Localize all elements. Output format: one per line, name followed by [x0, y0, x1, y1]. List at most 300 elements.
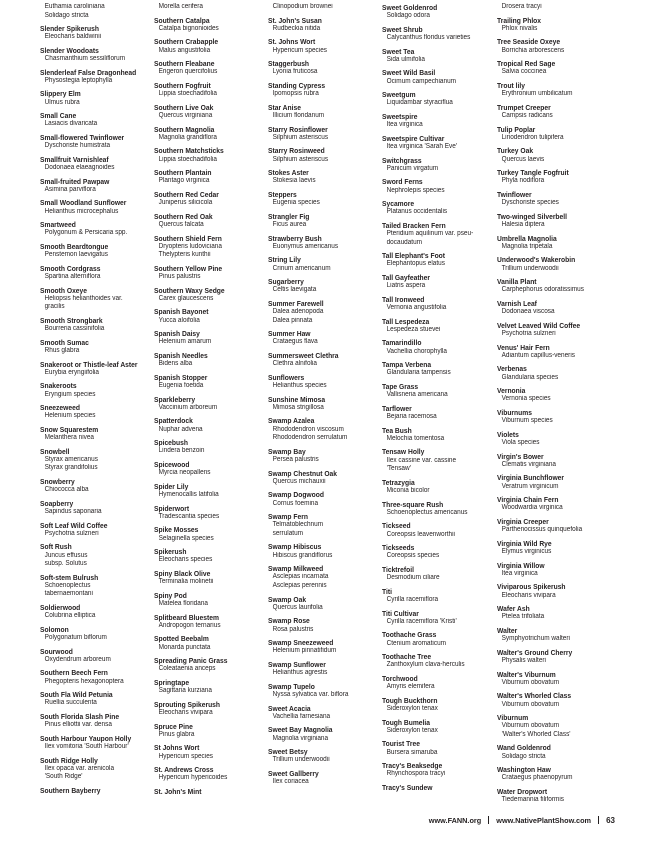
common-name: Swamp Bay — [268, 446, 306, 456]
index-entry — [382, 587, 494, 605]
common-name: Tensaw Holly — [382, 447, 425, 457]
common-name: Spanish Bayonet — [154, 307, 209, 317]
scientific-name: Rhus glabra — [44, 346, 80, 354]
common-name: Southern Live Oak — [154, 102, 214, 112]
scientific-name: Styrax americanus — [44, 455, 98, 463]
scientific-name: Ipomopsis rubra — [272, 90, 319, 98]
common-name: Southern Catalpa — [154, 15, 210, 25]
scientific-name: Eleocharis vivipara — [501, 591, 556, 599]
scientific-name: Phegopteris hexagonoptera — [44, 677, 124, 685]
scientific-name: Crinum americanum — [272, 264, 331, 272]
index-entry — [268, 747, 380, 765]
common-name: Virginia Wild Rye — [497, 538, 552, 548]
scientific-name: Oxydendrum arboreum — [44, 655, 111, 663]
index-entry — [382, 251, 494, 269]
index-entry — [40, 521, 152, 539]
scientific-name: Solidago stricta — [501, 752, 546, 760]
common-name: Southern Bayberry — [40, 785, 101, 795]
common-name: Southern Matchsticks — [154, 146, 224, 156]
index-entry — [497, 212, 609, 230]
common-name: Spicebush — [154, 438, 188, 448]
index-entry — [382, 609, 494, 627]
scientific-name: Ilex vomitoria 'South Harbour' — [44, 743, 129, 750]
common-name: Turkey Oak — [497, 146, 534, 156]
index-column-2 — [154, 3, 266, 800]
index-entry — [40, 625, 152, 643]
index-entry — [40, 425, 152, 443]
index-entry — [40, 756, 152, 782]
common-name: Toothache Tree — [382, 652, 432, 662]
common-name: Virgin's Bower — [497, 451, 544, 461]
common-name: Southern Fogfruit — [154, 80, 211, 90]
index-entry — [40, 286, 152, 312]
scientific-name: Bidens alba — [158, 360, 193, 368]
index-entry — [497, 495, 609, 513]
index-entry — [268, 616, 380, 634]
scientific-name: Mimosa strigillosa — [272, 403, 324, 411]
common-name: Virginia Chain Fern — [497, 495, 559, 505]
footer-link-fann[interactable]: www.FANN.org — [428, 816, 482, 825]
index-entry — [40, 360, 152, 378]
page-footer — [0, 816, 615, 825]
scientific-name: Trillium underwoodii — [501, 264, 559, 272]
scientific-name: Trillium underwoodii — [272, 756, 330, 764]
common-name: Viburnums — [497, 407, 532, 417]
index-entry — [154, 656, 266, 674]
scientific-name: Selaginella species — [158, 534, 214, 542]
scientific-name: Melanthera nivea — [44, 434, 95, 442]
common-name: Smallfruit Varnishleaf — [40, 154, 109, 164]
index-entry — [154, 103, 266, 121]
scientific-name: Juniperus silicicola — [158, 199, 213, 207]
index-entry — [382, 543, 494, 561]
scientific-name: Vaccinium arboreum — [158, 403, 218, 411]
common-name: Swamp Dogwood — [268, 490, 324, 500]
scientific-name: Persea palustris — [272, 455, 319, 463]
index-entry — [154, 591, 266, 609]
index-entry — [497, 234, 609, 252]
common-name: Starry Rosinweed — [268, 146, 325, 156]
scientific-name: Erythronium umbilicatum — [501, 90, 573, 98]
scientific-name: Ctenium aromaticum — [386, 639, 447, 647]
scientific-name: Dalea pinnata — [272, 316, 313, 324]
index-entry — [497, 765, 609, 783]
common-name: Tough Bumelia — [382, 717, 430, 727]
scientific-name: Sapindus saponaria — [44, 508, 102, 516]
common-name: Southern Beech Fern — [40, 668, 108, 678]
scientific-name: Eugenia species — [272, 199, 320, 207]
scientific-name: Ilex opaca var. arenicola — [44, 764, 115, 772]
common-name: Sweet Goldenrod — [382, 3, 438, 12]
common-name: Tulip Poplar — [497, 124, 536, 134]
common-name: Spreading Panic Grass — [154, 656, 228, 666]
common-name: Spiny Pod — [154, 590, 187, 600]
common-name: Tracy's Beaksedge — [382, 761, 443, 771]
common-name: Vanilla Plant — [497, 277, 537, 287]
scientific-name: Panicum virgatum — [386, 164, 439, 172]
scientific-name: Thelypteris kunthii — [158, 251, 211, 259]
scientific-name: Lindera benzoin — [158, 447, 205, 455]
scientific-name: Erigeron quercifolius — [158, 68, 218, 76]
scientific-name: Drosera tracyi — [501, 3, 542, 10]
scientific-name: 'Walter's Whorled Class' — [501, 730, 571, 738]
scientific-name: Dyschoriste humistrata — [44, 142, 111, 150]
scientific-name: Hypericum species — [158, 752, 214, 760]
scientific-name: Adiantum capillus-veneris — [501, 351, 575, 359]
scientific-name: Asclepias incarnata — [272, 573, 329, 581]
scientific-name: Celtis laevigata — [272, 286, 317, 294]
common-name: Tall Ironweed — [382, 294, 425, 304]
index-entry — [40, 264, 152, 282]
common-name: Small Cane — [40, 111, 77, 121]
index-entry — [40, 447, 152, 473]
scientific-name: Stokesia laevis — [272, 177, 316, 185]
scientific-name: Carphephorus odoratissimus — [501, 286, 584, 294]
common-name: St. Andrews Cross — [154, 765, 214, 775]
index-entry — [40, 68, 152, 86]
common-name: Twinflower — [497, 189, 532, 199]
scientific-name: Penstemon laevigatus — [44, 251, 108, 259]
scientific-name: Hypericum hypericoides — [158, 774, 228, 782]
common-name: Three-square Rush — [382, 499, 444, 509]
index-entry — [497, 626, 609, 644]
common-name: Spiny Black Olive — [154, 569, 211, 579]
index-entry — [154, 482, 266, 500]
index-entry — [382, 47, 494, 65]
index-entry — [268, 447, 380, 465]
scientific-name: Dodonaea elaeagnoides — [44, 164, 115, 172]
common-name: Virginia Willow — [497, 560, 545, 570]
common-name: Tickseeds — [382, 543, 415, 553]
scientific-name: Helenium pinnatifidum — [272, 647, 337, 655]
index-entry — [40, 690, 152, 708]
scientific-name: Eugenia foetida — [158, 382, 204, 390]
scientific-name: Monarda punctata — [158, 643, 211, 651]
scientific-name: Silphium asteriscus — [272, 133, 329, 141]
index-entry — [154, 264, 266, 282]
index-entry — [382, 447, 494, 473]
index-entry — [497, 3, 609, 12]
scientific-name: Elephantopus elatus — [386, 260, 445, 268]
common-name: Summer Farewell — [268, 298, 324, 308]
index-entry — [497, 277, 609, 295]
index-entry — [497, 787, 609, 805]
index-entry — [382, 3, 494, 21]
index-entry — [497, 16, 609, 34]
index-entry — [40, 338, 152, 356]
index-entry — [268, 255, 380, 273]
index-entry — [40, 668, 152, 686]
index-entry — [497, 473, 609, 491]
common-name: Sprouting Spikerush — [154, 699, 221, 709]
scientific-name: Itea virginica — [386, 121, 423, 129]
scientific-name: Quercus virginiana — [158, 111, 213, 119]
common-name: Smartweed — [40, 220, 76, 230]
scientific-name: Sideroxylon tenax — [386, 726, 438, 734]
scientific-name: Juncus effusus — [44, 551, 88, 559]
scientific-name: Ilex cassine var. cassine — [386, 456, 457, 464]
common-name: Swamp Sunflower — [268, 659, 326, 669]
index-entry — [497, 539, 609, 557]
scientific-name: Melochia tomentosa — [386, 434, 445, 442]
common-name: Tarflower — [382, 403, 412, 413]
index-entry — [40, 381, 152, 399]
scientific-name: Colubrina elliptica — [44, 612, 96, 620]
scientific-name: Tradescantia species — [158, 512, 220, 520]
footer-link-nativeplantshow[interactable]: www.NativePlantShow.com — [496, 816, 592, 825]
common-name: Slenderleaf False Dragonhead — [40, 67, 137, 77]
scientific-name: Vallisneria americana — [386, 391, 448, 399]
index-entry — [382, 360, 494, 378]
common-name: Sweet Betsy — [268, 747, 308, 757]
scientific-name: Lespedeza stuevei — [386, 325, 441, 333]
common-name: Slippery Elm — [40, 89, 81, 99]
scientific-name: Malus angustifolia — [158, 46, 211, 54]
scientific-name: Symphyotrichum walteri — [501, 635, 570, 643]
common-name: Southern Yellow Pine — [154, 263, 223, 273]
scientific-name: Itea virginica — [501, 569, 538, 577]
scientific-name: Elymus virginicus — [501, 547, 552, 555]
common-name: Swamp Tupelo — [268, 681, 315, 691]
scientific-name: Coreopsis leavenworthii — [386, 530, 455, 538]
scientific-name: Silphium asteriscus — [272, 155, 329, 163]
scientific-name: Viburnum obovatum — [501, 678, 560, 686]
common-name: Tracy's Sundew — [382, 782, 433, 792]
common-name: Turkey Tangle Fogfruit — [497, 168, 569, 178]
scientific-name: Morella cerifera — [158, 3, 203, 10]
index-entry — [268, 234, 380, 252]
scientific-name: Halesia diptera — [501, 220, 545, 228]
common-name: Sword Ferns — [382, 177, 423, 187]
common-name: Walter's Whorled Class — [497, 691, 572, 701]
scientific-name: Pteridium aquilinum var. pseu- — [386, 230, 474, 238]
common-name: Springtape — [154, 678, 190, 687]
scientific-name: Physostegia leptophylla — [44, 76, 113, 84]
index-entry — [497, 713, 609, 739]
scientific-name: serrulatum — [272, 529, 304, 537]
common-name: Southern Fleabane — [154, 59, 215, 69]
index-entry — [268, 638, 380, 656]
index-entry — [382, 134, 494, 152]
common-name: Varnish Leaf — [497, 298, 537, 308]
index-entry — [154, 438, 266, 456]
scientific-name: Lippia stoechadifolia — [158, 155, 217, 163]
common-name: Snowberry — [40, 477, 75, 487]
common-name: Spanish Needles — [154, 351, 208, 361]
common-name: Titi — [382, 586, 392, 596]
index-entry — [497, 452, 609, 470]
index-entry — [382, 404, 494, 422]
index-entry — [154, 722, 266, 740]
index-entry — [40, 573, 152, 599]
scientific-name: Borrichia arborescens — [501, 46, 565, 54]
scientific-name: Bursera simaruba — [386, 748, 438, 756]
index-entry — [154, 59, 266, 77]
common-name: Viburnum — [497, 713, 529, 723]
common-name: Sugarberry — [268, 277, 304, 287]
common-name: Smooth Oxeye — [40, 285, 88, 295]
scientific-name: Chasmanthium sessiliflorum — [44, 55, 126, 63]
index-entry — [154, 460, 266, 478]
common-name: Sneezeweed — [40, 403, 80, 413]
index-entry — [154, 286, 266, 304]
common-name: Snakeroots — [40, 381, 77, 391]
scientific-name: Asclepias perennis — [272, 581, 327, 589]
common-name: Underwood's Wakerobin — [497, 255, 576, 265]
index-entry — [268, 704, 380, 722]
index-entry — [154, 634, 266, 652]
scientific-name: Andropogon ternarius — [158, 621, 221, 629]
common-name: Titi Cultivar — [382, 608, 419, 618]
scientific-name: tabernaemontani — [44, 590, 93, 598]
index-entry — [382, 273, 494, 291]
common-name: Swamp Sneezeweed — [268, 638, 334, 648]
scientific-name: Phyla nodiflora — [501, 177, 545, 185]
common-name: Snakeroot or Thistle-leaf Aster — [40, 359, 138, 369]
scientific-name: Viola species — [501, 438, 540, 446]
index-entry — [40, 111, 152, 129]
common-name: Tampa Verbena — [382, 360, 432, 370]
index-entry — [154, 613, 266, 631]
scientific-name: Nephrolepis species — [386, 186, 445, 194]
common-name: Walter — [497, 625, 518, 635]
scientific-name: Coreopsis species — [386, 552, 440, 560]
scientific-name: Myrcia neopallens — [158, 469, 211, 477]
scientific-name: Tiedemannia filiformis — [501, 796, 565, 804]
index-entry — [382, 718, 494, 736]
index-entry — [268, 490, 380, 508]
common-name: South Ridge Holly — [40, 755, 98, 765]
scientific-name: Clematis virginiana — [501, 460, 557, 468]
index-entry — [497, 561, 609, 579]
scientific-name: Ruellia succulenta — [44, 699, 97, 707]
index-entry — [40, 403, 152, 421]
common-name: Spike Mosses — [154, 525, 199, 535]
common-name: Tourist Tree — [382, 739, 420, 749]
scientific-name: Lippia stoechadifolia — [158, 90, 217, 98]
index-entry — [497, 604, 609, 622]
scientific-name: Pinus glabra — [158, 730, 195, 738]
scientific-name: Schoenoplectus — [44, 581, 91, 589]
index-entry — [497, 168, 609, 186]
common-name: Tea Bush — [382, 425, 412, 435]
scientific-name: Helenium amarum — [158, 338, 212, 346]
scientific-name: Ptelea trifoliata — [501, 613, 545, 621]
scientific-name: Bejaria racemosa — [386, 413, 437, 421]
common-name: Soft Rush — [40, 542, 72, 552]
scientific-name: Clinopodium brownei — [272, 3, 333, 10]
scientific-name: Bourreria cassinifolia — [44, 325, 105, 333]
scientific-name: Coleataenia anceps — [158, 665, 216, 673]
index-entry — [268, 351, 380, 369]
scientific-name: Sida ulmifolia — [386, 55, 425, 63]
index-entry — [40, 155, 152, 173]
scientific-name: Quercus falcata — [158, 220, 204, 228]
index-entry — [497, 582, 609, 600]
index-entry — [154, 395, 266, 413]
scientific-name: Rhododendron serrulatum — [272, 434, 348, 442]
common-name: Staggerbush — [268, 59, 310, 69]
index-entry — [382, 177, 494, 195]
index-entry — [497, 299, 609, 317]
common-name: Tamarindillo — [382, 338, 422, 348]
scientific-name: Solidago stricta — [44, 11, 89, 19]
index-entry — [497, 146, 609, 164]
common-name: Soapberry — [40, 498, 74, 508]
scientific-name: Solidago odora — [386, 12, 430, 20]
index-entry — [497, 364, 609, 382]
scientific-name: Pinus palustris — [158, 273, 201, 281]
index-entry — [154, 16, 266, 34]
scientific-name: Chiococca alba — [44, 486, 89, 494]
index-entry — [154, 125, 266, 143]
common-name: Sweetspire — [382, 111, 418, 121]
index-entry — [40, 242, 152, 260]
common-name: Strawberry Bush — [268, 233, 322, 243]
index-entry — [154, 146, 266, 164]
common-name: Viviparous Spikerush — [497, 582, 566, 592]
index-entry — [268, 595, 380, 613]
index-entry — [497, 517, 609, 535]
scientific-name: Physalis walteri — [501, 656, 546, 664]
scientific-name: Asimina parviflora — [44, 185, 96, 193]
common-name: Spatterdock — [154, 416, 193, 426]
common-name: Toothache Grass — [382, 630, 437, 640]
scientific-name: Ficus aurea — [272, 220, 307, 228]
index-entry — [497, 190, 609, 208]
scientific-name: Magnolia tripetala — [501, 242, 553, 250]
common-name: Tough Buckthorn — [382, 695, 438, 705]
common-name: Smooth Beardtongue — [40, 242, 109, 252]
index-entry — [497, 430, 609, 448]
index-entry — [40, 198, 152, 216]
scientific-name: Hypericum species — [272, 46, 328, 54]
index-entry — [154, 3, 266, 12]
index-entry — [382, 500, 494, 518]
common-name: Small Woodland Sunflower — [40, 198, 127, 208]
scientific-name: Vachellia farnesiana — [272, 712, 331, 720]
index-entry — [154, 700, 266, 718]
common-name: Slender Spikerush — [40, 24, 99, 34]
index-entry — [382, 112, 494, 130]
common-name: Snowbell — [40, 446, 70, 456]
index-entry — [154, 329, 266, 347]
index-entry — [497, 670, 609, 688]
common-name: St. John's Susan — [268, 15, 322, 25]
common-name: Verbenas — [497, 364, 527, 374]
scientific-name: Zanthoxylum clava-herculis — [386, 661, 465, 669]
footer-separator — [598, 816, 599, 824]
index-entry — [40, 133, 152, 151]
footer-separator — [488, 816, 489, 824]
index-entry — [154, 787, 266, 796]
scientific-name: Plantago virginica — [158, 177, 210, 185]
index-entry — [268, 168, 380, 186]
scientific-name: Styrax grandifolius — [44, 464, 98, 472]
common-name: Venus' Hair Fern — [497, 342, 550, 352]
scientific-name: Yucca aloifolia — [158, 316, 200, 324]
scientific-name: docaudatum — [386, 238, 423, 246]
common-name: Tall Lespedeza — [382, 316, 430, 326]
common-name: Small-fruited Pawpaw — [40, 176, 110, 186]
index-entry — [40, 3, 152, 20]
common-name: Summer Haw — [268, 329, 311, 339]
scientific-name: Eurybia eryngiifolia — [44, 368, 100, 376]
scientific-name: Helianthus species — [272, 382, 327, 390]
scientific-name: Eleocharis vivipara — [158, 709, 213, 716]
common-name: Southern Red Oak — [154, 211, 213, 221]
common-name: South Harbour Yaupon Holly — [40, 733, 132, 743]
